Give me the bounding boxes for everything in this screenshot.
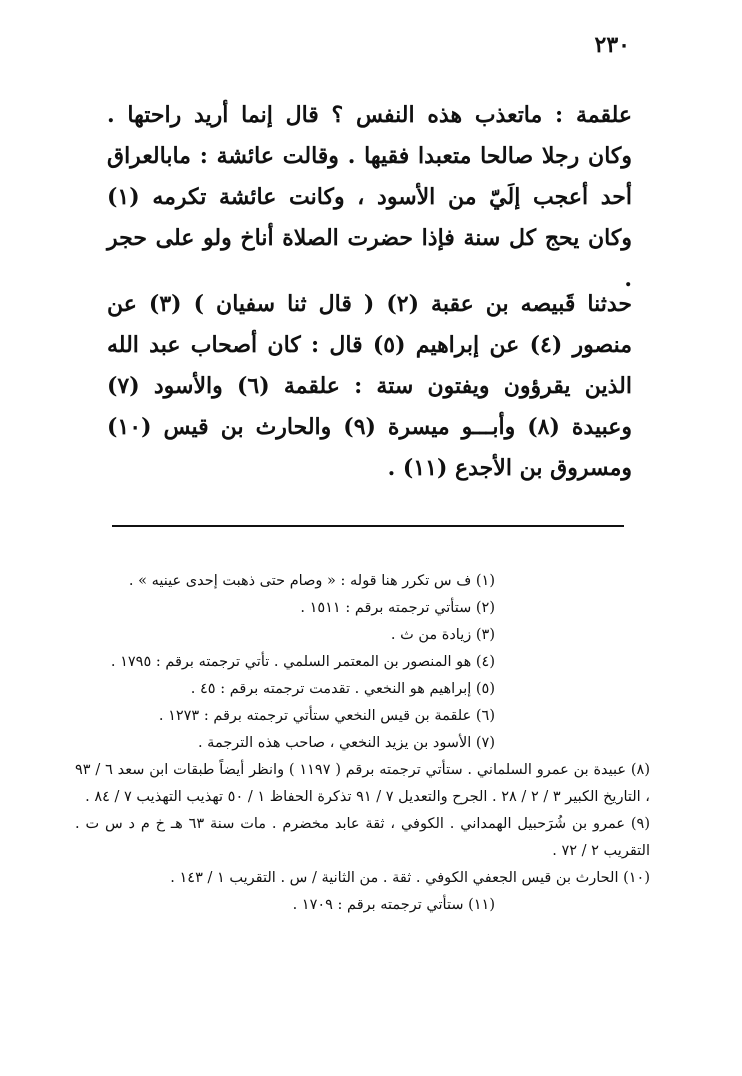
main-paragraph-2 (107, 284, 632, 489)
footnote-11: (١١) ستأتي ترجمته برقم : ١٧٠٩ . (292, 897, 495, 913)
paragraph-text: حدثنا قَبيصه بن عقبة (٢) ( قال ثنا سفيان ) (٣) عن منصور (٤) عن إبراهيم (٥) قال : كان أصحاب عبد الله الذين يقرؤون ويفتون ستة : علقمة (٦) والأسود (٧) وعبيدة (٨) وأبـــو ميسرة (٩) والحارث بن قيس (١٠) ومسروق بن الأجدع (١١) . (107, 291, 632, 481)
footnote-2: (٢) ستأتي ترجمته برقم : ١٥١١ . (300, 600, 495, 616)
footnote-3: (٣) زيادة من ث . (390, 627, 495, 643)
footnote-1: (١) ف س تكرر هنا قوله : « وصام حتى ذهبت إحدى عينيه » . (128, 573, 495, 589)
footnote-6: (٦) علقمة بن قيس النخعي ستأتي ترجمته برقم : ١٢٧٣ . (158, 708, 495, 724)
footnote-7: (٧) الأسود بن يزيد النخعي ، صاحب هذه الترجمة . (197, 735, 495, 751)
main-paragraph-1 (107, 95, 632, 300)
footnotes (75, 568, 650, 919)
footnote-10: (١٠) الحارث بن قيس الجعفي الكوفي . ثقة . من الثانية / س . التقريب ١ / ١٤٣ . (170, 870, 650, 886)
footnote-8: (٨) عبيدة بن عمرو السلماني . ستأتي ترجمته برقم ( ١١٩٧ ) وانظر أيضاً طبقات ابن سعد ٦ / ٩٣ ، التاريخ الكبير ٣ / ٢ / ٢٨ . الجرح والتعديل ٧ / ٩١ تذكرة الحفاظ ١ / ٥٠ تهذيب التهذيب ٧ / ٨٤ . (75, 762, 650, 805)
footnote-5: (٥) إبراهيم هو النخعي . تقدمت ترجمته برقم : ٤٥ . (190, 681, 495, 697)
footnote-4: (٤) هو المنصور بن المعتمر السلمي . تأتي ترجمته برقم : ١٧٩٥ . (110, 654, 495, 670)
footnote-9: (٩) عمرو بن شُرَحبيل الهمداني . الكوفي ، ثقة عابد مخضرم . مات سنة ٦٣ هـ خ م د س ت . التقريب ٢ / ٧٢ . (75, 816, 650, 859)
footnote-separator (112, 525, 624, 527)
paragraph-text: علقمة : ماتعذب هذه النفس ؟ قال إنما أريد راحتها . وكان رجلا صالحا متعبدا فقيها . وقالت عائشة : مابالعراق أحد أعجب إلَيّ من الأسود ، وكانت عائشة تكرمه (١) وكان يحج كل سنة فإذا حضرت الصلاة أناخ ولو على حجر . (107, 102, 632, 292)
page-number: ٢٣٠ (594, 32, 630, 58)
